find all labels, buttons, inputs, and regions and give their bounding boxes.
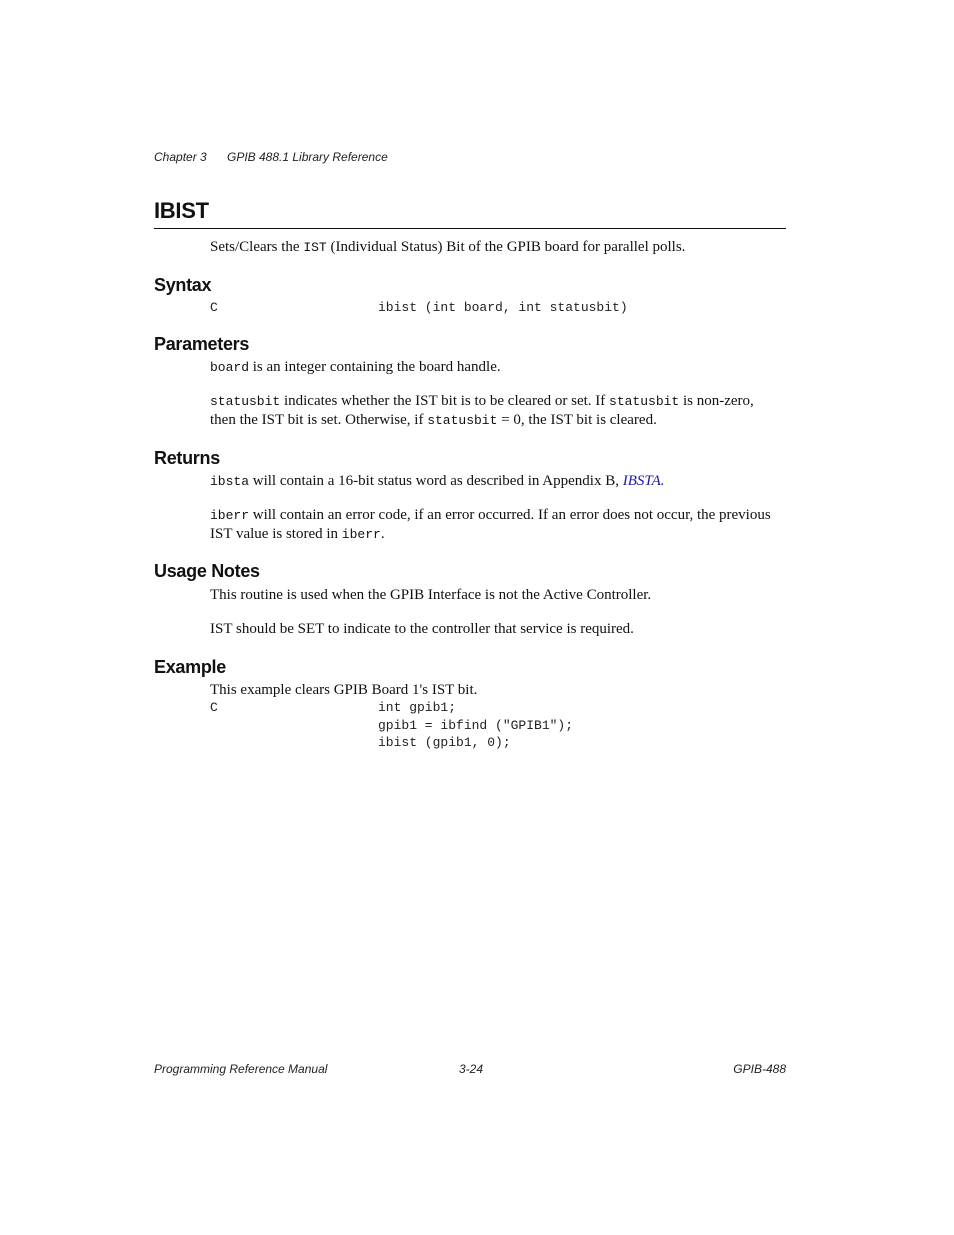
returns-iberr-code: iberr [210, 508, 250, 523]
parameter-board [210, 358, 501, 377]
usage-notes-heading: Usage Notes [154, 561, 260, 581]
returns-heading: Returns [154, 448, 220, 468]
returns-iberr-text: IST value is stored in [210, 526, 342, 542]
running-header-section: GPIB 488.1 Library Reference [227, 150, 388, 164]
example-code-line: ibist (gpib1, 0); [378, 735, 511, 750]
footer-page-number: 3-24 [459, 1062, 484, 1076]
parameter-board-text: is an integer containing the board handle. [249, 359, 501, 375]
example-language: C [210, 700, 218, 715]
example-heading: Example [154, 657, 226, 677]
parameters-heading: Parameters [154, 334, 250, 354]
returns-iberr-text: . [380, 526, 385, 542]
returns-iberr-line1 [210, 506, 771, 525]
returns-iberr-text: will contain an error code, if an error occurred. If an error does not occur, the previous [249, 507, 771, 523]
running-header-chapter: Chapter 3 [154, 150, 207, 164]
page-title: IBIST [154, 198, 209, 223]
returns-ibsta [210, 472, 665, 491]
parameter-statusbit-code: statusbit [427, 413, 498, 428]
footer-product: GPIB-488 [733, 1062, 786, 1076]
ibsta-link[interactable]: IBSTA [622, 473, 661, 489]
parameter-statusbit-text: then the IST bit is set. Otherwise, if [210, 412, 428, 428]
function-description [210, 238, 685, 257]
description-code: IST [303, 240, 327, 255]
example-intro: This example clears GPIB Board 1's IST bit. [210, 682, 478, 698]
syntax-signature: ibist (int board, int statusbit) [378, 300, 628, 315]
returns-ibsta-code: ibsta [210, 474, 250, 489]
syntax-heading: Syntax [154, 275, 212, 295]
parameter-statusbit-text: is non-zero, [679, 393, 754, 409]
returns-iberr-line2 [210, 525, 385, 544]
returns-iberr-code: iberr [341, 527, 381, 542]
ibsta-link-period: . [660, 473, 665, 489]
usage-note-paragraph: IST should be SET to indicate to the controller that service is required. [210, 621, 634, 637]
parameter-statusbit-line2 [210, 411, 657, 430]
description-text-pre: Sets/Clears the [210, 239, 304, 255]
parameter-statusbit-line1 [210, 392, 754, 411]
example-code-line: int gpib1; [378, 700, 457, 715]
parameter-statusbit-code: statusbit [210, 394, 281, 409]
syntax-language: C [210, 300, 218, 315]
parameter-statusbit-code: statusbit [609, 394, 680, 409]
description-text-post: (Individual Status) Bit of the GPIB board for parallel polls. [326, 239, 686, 255]
usage-note-paragraph: This routine is used when the GPIB Interface is not the Active Controller. [210, 587, 652, 603]
parameter-statusbit-text: = 0, the IST bit is cleared. [497, 412, 657, 428]
example-code-line: gpib1 = ibfind ("GPIB1"); [378, 717, 574, 733]
title-rule [154, 228, 786, 229]
footer-manual-title: Programming Reference Manual [154, 1062, 328, 1076]
parameter-statusbit-text: indicates whether the IST bit is to be cleared or set. If [280, 393, 610, 409]
parameter-board-code: board [210, 360, 250, 375]
returns-ibsta-text: will contain a 16-bit status word as described in Appendix B, [249, 473, 623, 489]
